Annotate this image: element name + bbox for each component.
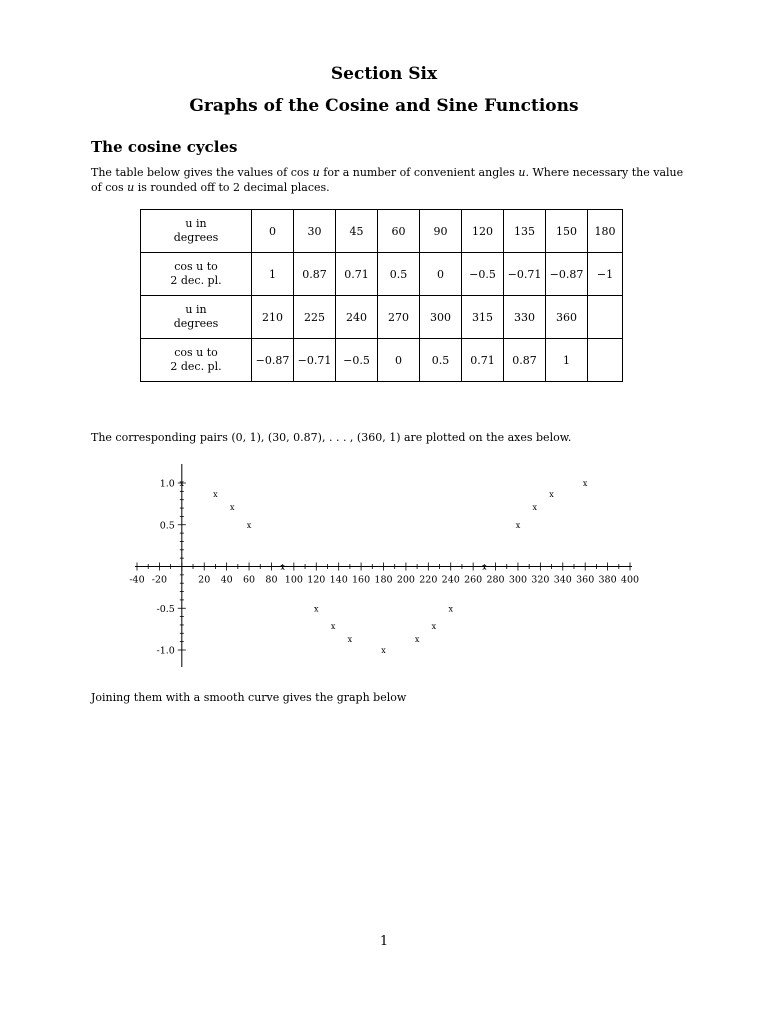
x-tick-label: 380 <box>598 574 617 586</box>
subsection-heading: The cosine cycles <box>91 138 238 156</box>
table-cell: 45 <box>336 210 378 253</box>
x-tick-label: 140 <box>329 574 348 586</box>
x-tick-label: -20 <box>151 574 168 586</box>
table-cell: 315 <box>462 296 504 339</box>
x-tick-label: 180 <box>374 574 393 586</box>
x-tick-label: 240 <box>441 574 460 586</box>
data-point: x <box>448 604 453 614</box>
x-tick-label: 20 <box>198 574 211 586</box>
x-tick-label: 220 <box>419 574 438 586</box>
data-point: x <box>482 562 487 572</box>
cos-label-line1: cos u to <box>174 346 218 359</box>
join-paragraph: Joining them with a smooth curve gives the graph below <box>91 691 407 704</box>
x-tick-label: 100 <box>284 574 303 586</box>
data-point: x <box>532 503 538 513</box>
table-cell: 0.5 <box>378 253 420 296</box>
x-tick-label: 280 <box>486 574 505 586</box>
table-cell: 240 <box>336 296 378 339</box>
cos-label-line2: 2 dec. pl. <box>170 274 222 287</box>
plot-axes <box>135 464 632 667</box>
table-row <box>141 296 623 339</box>
data-point: x <box>229 503 235 513</box>
data-point: x <box>431 621 437 631</box>
table-cell: −0.87 <box>546 253 588 296</box>
y-tick-label: -1.0 <box>156 645 175 657</box>
angle-label-cell <box>141 296 252 339</box>
table-cell: 0.87 <box>504 339 546 382</box>
cosine-scatter-plot <box>125 462 645 672</box>
table-cell: 90 <box>420 210 462 253</box>
page-number: 1 <box>379 934 389 949</box>
x-tick-label: 60 <box>242 574 256 586</box>
table-cell: 0 <box>420 253 462 296</box>
table-cell: 270 <box>378 296 420 339</box>
intro-var-1: u <box>312 166 320 179</box>
data-point: x <box>414 635 420 645</box>
table-cell: 1 <box>546 339 588 382</box>
intro-text-2: for a number of convenient angles <box>319 166 519 179</box>
x-tick-label: 40 <box>220 574 233 586</box>
data-point: x <box>213 489 218 499</box>
data-point: x <box>347 635 353 645</box>
x-tick-label: 340 <box>553 574 572 586</box>
data-point: x <box>330 621 336 631</box>
table-cell: 150 <box>546 210 588 253</box>
intro-paragraph <box>91 165 691 195</box>
intro-text-4: is rounded off to 2 decimal places. <box>134 181 330 194</box>
table-cell: 360 <box>546 296 588 339</box>
cos-label-cell <box>141 253 252 296</box>
data-point: x <box>549 489 554 499</box>
x-tick-label: 400 <box>620 574 640 586</box>
data-point: x <box>314 604 319 614</box>
table-cell: 330 <box>504 296 546 339</box>
cos-label-line2: 2 dec. pl. <box>170 360 222 373</box>
x-tick-label: 160 <box>352 574 371 586</box>
table-cell: 60 <box>378 210 420 253</box>
y-tick-label: -0.5 <box>156 603 175 615</box>
data-point: x <box>280 562 285 572</box>
table-cell: 0.5 <box>420 339 462 382</box>
table-cell: 0.71 <box>336 253 378 296</box>
table-cell: −0.5 <box>336 339 378 382</box>
data-point: x <box>515 520 521 530</box>
cos-label-line1: cos u to <box>174 260 218 273</box>
table-cell: −0.87 <box>252 339 294 382</box>
x-tick-label: 200 <box>396 574 415 586</box>
table-cell: −0.5 <box>462 253 504 296</box>
x-tick-label: 120 <box>307 574 326 586</box>
angle-label-line1: u in <box>185 303 207 316</box>
x-tick-label: 360 <box>576 574 595 586</box>
table-cell: 0.87 <box>294 253 336 296</box>
table-cell: 0.71 <box>462 339 504 382</box>
table-cell: 210 <box>252 296 294 339</box>
cosine-values-table <box>140 209 623 382</box>
angle-label-line2: degrees <box>173 231 219 244</box>
x-tick-label: 260 <box>464 574 483 586</box>
intro-var-2: u <box>518 166 526 179</box>
table-cell: 300 <box>420 296 462 339</box>
intro-var-3: u <box>127 181 135 194</box>
table-row <box>141 339 623 382</box>
table-cell: 135 <box>504 210 546 253</box>
x-tick-label: -40 <box>129 574 145 586</box>
table-cell: 30 <box>294 210 336 253</box>
angle-label-cell <box>141 210 252 253</box>
table-cell: −0.71 <box>294 339 336 382</box>
pairs-paragraph: The corresponding pairs (0, 1), (30, 0.87), . . . , (360, 1) are plotted on the axes below. <box>91 431 572 444</box>
y-tick-label: 0.5 <box>159 520 175 532</box>
section-title: Section Six <box>330 64 438 84</box>
table-cell: −0.71 <box>504 253 546 296</box>
table-cell: 120 <box>462 210 504 253</box>
table-cell <box>588 339 623 382</box>
cos-label-cell <box>141 339 252 382</box>
table-cell: 225 <box>294 296 336 339</box>
data-point: x <box>381 646 386 655</box>
table-row <box>141 253 623 296</box>
table-cell: −1 <box>588 253 623 296</box>
angle-label-line1: u in <box>185 217 207 230</box>
page-title: Graphs of the Cosine and Sine Functions <box>189 96 579 116</box>
data-point: x <box>582 479 588 488</box>
y-tick-label: 1.0 <box>159 478 175 490</box>
table-cell: 0 <box>378 339 420 382</box>
table-cell: 0 <box>252 210 294 253</box>
intro-text-3: . Where necessary the value of cos <box>91 166 684 194</box>
x-tick-labels <box>129 575 639 586</box>
x-tick-label: 320 <box>531 574 550 586</box>
x-tick-label: 300 <box>508 574 528 586</box>
intro-text-1: The table below gives the values of cos <box>91 166 313 179</box>
angle-label-line2: degrees <box>173 317 219 330</box>
table-cell: 180 <box>588 210 623 253</box>
data-point: x <box>246 520 252 530</box>
table-row <box>141 210 623 253</box>
table-cell <box>588 296 623 339</box>
table-cell: 1 <box>252 253 294 296</box>
x-tick-label: 80 <box>265 574 278 586</box>
data-point: x <box>179 479 185 488</box>
